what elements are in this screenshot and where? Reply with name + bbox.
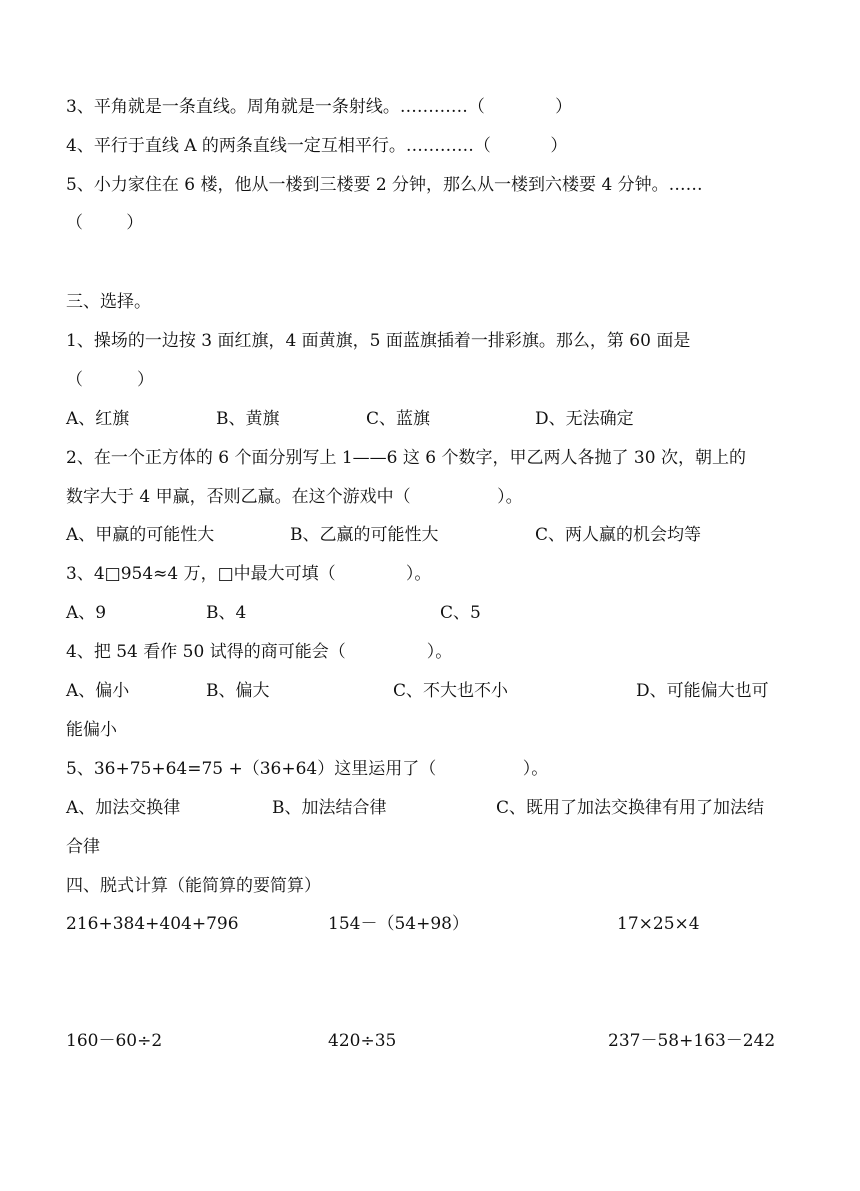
choice-q4-option-c: C、不大也不小 [393, 681, 509, 701]
choice-q3-option-a: A、9 [66, 603, 107, 623]
choice-q3-stem: 3、4□954≈4 万，□中最大可填（ ）。 [66, 564, 432, 584]
choice-q5-option-c: C、既用了加法交换律有用了加法结 [496, 798, 765, 818]
choice-q1-blank: （ ） [66, 370, 155, 390]
choice-q1-stem: 1、操场的一边按 3 面红旗，4 面黄旗，5 面蓝旗插着一排彩旗。那么，第 60 面是 [66, 331, 691, 351]
choice-q1-option-d: D、无法确定 [535, 409, 634, 429]
calc-expression-1: 216+384+404+796 [66, 914, 239, 934]
choice-q4-option-b: B、偏大 [206, 681, 270, 701]
choice-q4-option-d: D、可能偏大也可 [636, 681, 769, 701]
choice-q3-option-c: C、5 [440, 603, 481, 623]
calculation-heading: 四、脱式计算（能简算的要简算） [66, 876, 321, 896]
calc-expression-6: 237－58+163－242 [608, 1031, 776, 1051]
judgement-item-4: 4、平行于直线 A 的两条直线一定互相平行。…………（ ） [66, 136, 568, 156]
choice-q2-option-c: C、两人赢的机会均等 [535, 525, 702, 545]
choice-q5-option-a: A、加法交换律 [66, 798, 181, 818]
calc-expression-2: 154－（54+98） [328, 914, 469, 934]
judgement-item-5: 5、小力家住在 6 楼，他从一楼到三楼要 2 分钟，那么从一楼到六楼要 4 分钟。…… [66, 175, 703, 195]
choice-q5-option-b: B、加法结合律 [272, 798, 387, 818]
choice-q4-continuation: 能偏小 [66, 720, 117, 740]
judgement-item-5-blank: （ ） [66, 213, 144, 233]
choice-q3-option-b: B、4 [206, 603, 247, 623]
choice-q2-option-a: A、甲赢的可能性大 [66, 525, 215, 545]
choice-q5-stem: 5、36+75+64=75 +（36+64）这里运用了（ ）。 [66, 759, 549, 779]
choice-q2-option-b: B、乙赢的可能性大 [290, 525, 439, 545]
choice-q2-stem-continued: 数字大于 4 甲赢，否则乙赢。在这个游戏中（ ）。 [66, 487, 523, 507]
judgement-item-3: 3、平角就是一条直线。周角就是一条射线。…………（ ） [66, 97, 573, 117]
choice-q5-continuation: 合律 [66, 837, 100, 857]
choice-q1-option-a: A、红旗 [66, 409, 130, 429]
choice-heading: 三、选择。 [66, 292, 151, 312]
calc-expression-3: 17×25×4 [617, 914, 700, 934]
calc-expression-5: 420÷35 [328, 1031, 397, 1051]
choice-q2-stem: 2、在一个正方体的 6 个面分别写上 1——6 这 6 个数字，甲乙两人各抛了 30 次，朝上的 [66, 448, 746, 468]
choice-q1-option-b: B、黄旗 [216, 409, 280, 429]
calc-expression-4: 160－60÷2 [66, 1031, 163, 1051]
choice-q4-option-a: A、偏小 [66, 681, 130, 701]
choice-q1-option-c: C、蓝旗 [366, 409, 431, 429]
choice-q4-stem: 4、把 54 看作 50 试得的商可能会（ ）。 [66, 642, 453, 662]
